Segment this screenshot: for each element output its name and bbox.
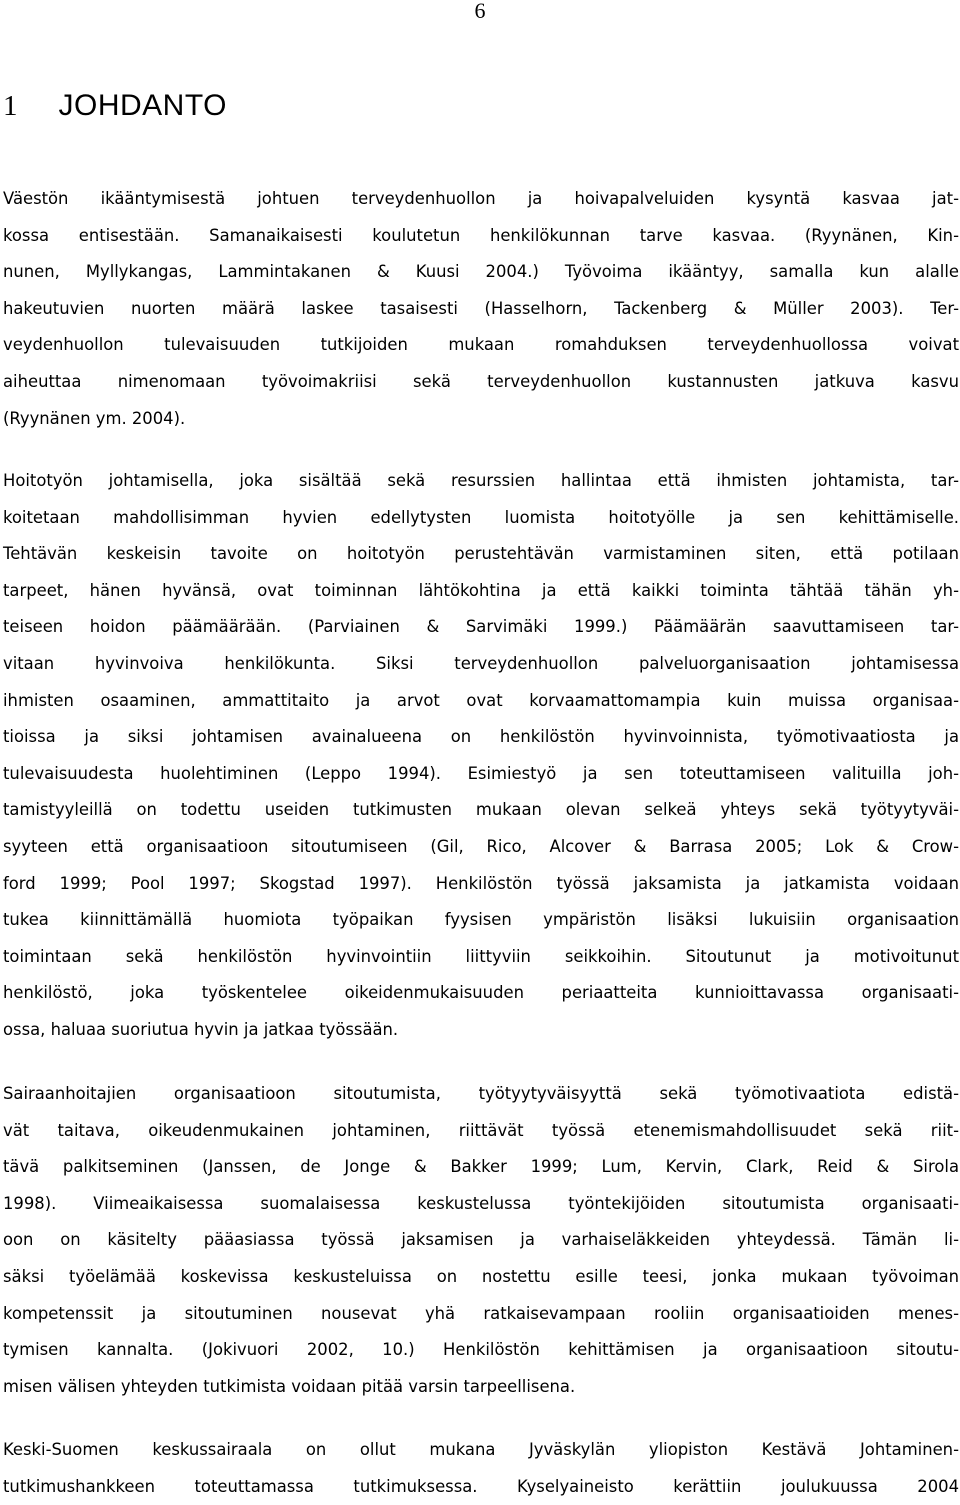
text-line: Hoitotyön johtamisella, joka sisältää sekä resurssien hallintaa että ihmisten johtamista, tar- (3, 471, 959, 490)
text-line: tutkimushankkeen toteuttamassa tutkimuksessa. Kyselyaineisto kerättiin joulukuussa 2004 (3, 1476, 959, 1496)
text-line: hakeutuvien nuorten määrä laskee tasaisesti (Hasselhorn, Tackenberg & Müller 2003). Ter- (3, 298, 959, 318)
text-line: veydenhuollon tulevaisuuden tutkijoiden mukaan romahduksen terveydenhuollossa voivat (3, 335, 959, 355)
text-line: toimintaan sekä henkilöstön hyvinvointiin liittyviin seikkoihin. Sitoutunut ja motivoitunut (3, 946, 959, 966)
text-line: ford 1999; Pool 1997; Skogstad 1997). Henkilöstön työssä jaksamista ja jatkamista voidaan (3, 873, 959, 893)
text-line: syyteen että organisaatioon sitoutumiseen (Gil, Rico, Alcover & Barrasa 2005; Lok & Crow- (3, 836, 959, 856)
text-line: tarpeet, hänen hyvänsä, ovat toiminnan lähtökohtina ja että kaikki toiminta tähtää tähän yh- (3, 580, 959, 600)
chapter-heading (3, 86, 227, 123)
text-line: kompetenssit ja sitoutuminen nousevat yhä ratkaisevampaan rooliin organisaatioiden menes- (3, 1303, 959, 1323)
text-line: tävä palkitseminen (Janssen, de Jonge & Bakker 1999; Lum, Kervin, Clark, Reid & Sirola (3, 1157, 959, 1177)
text-line: tukea kiinnittämällä huomiota työpaikan fyysisen ympäristön lisäksi lukuisiin organisaation (3, 910, 959, 930)
text-line: vitaan hyvinvoiva henkilökunta. Siksi terveydenhuollon palveluorganisaation johtamisessa (3, 653, 959, 673)
text-line: tamistyyleillä on todettu useiden tutkimusten mukaan olevan selkeä yhteys sekä työtyytyväi- (3, 800, 959, 820)
chapter-number: 1 (3, 90, 18, 122)
text-line: tulevaisuudesta huolehtiminen (Leppo 1994). Esimiestyö ja sen toteuttamiseen valituilla joh- (3, 763, 959, 783)
text-line: Sairaanhoitajien organisaatioon sitoutumista, työtyytyväisyyttä sekä työmotivaatiota edistä- (3, 1084, 959, 1103)
text-line: 1998). Viimeaikaisessa suomalaisessa keskustelussa työntekijöiden sitoutumista organisaati- (3, 1193, 959, 1213)
text-line: aiheuttaa nimenomaan työvoimakriisi sekä terveydenhuollon kustannusten jatkuva kasvu (3, 371, 959, 391)
text-line: kossa entisestään. Samanaikaisesti koulutetun henkilökunnan tarve kasvaa. (Ryynänen, Kin- (3, 225, 959, 245)
page-number: 6 (474, 0, 486, 23)
text-line: koitetaan mahdollisimman hyvien edellytysten luomista hoitotyölle ja sen kehittämiselle. (3, 507, 959, 527)
text-line: teiseen hoidon päämäärään. (Parviainen & Sarvimäki 1999.) Päämäärän saavuttamiseen tar- (3, 617, 959, 637)
text-line: henkilöstö, joka työskentelee oikeidenmukaisuuden periaatteita kunnioittavassa organisaati- (3, 983, 959, 1003)
text-line: nunen, Myllykangas, Lammintakanen & Kuusi 2004.) Työvoima ikääntyy, samalla kun alalle (3, 262, 959, 282)
text-line: säksi työelämää koskevissa keskusteluissa on nostettu esille teesi, jonka mukaan työvoiman (3, 1266, 959, 1286)
text-line: tymisen kannalta. (Jokivuori 2002, 10.) Henkilöstön kehittämisen ja organisaatioon sitoutu- (3, 1340, 959, 1360)
text-line: Tehtävän keskeisin tavoite on hoitotyön perustehtävän varmistaminen siten, että potilaan (3, 544, 959, 564)
chapter-title: JOHDANTO (58, 89, 227, 122)
paragraph-1 (0, 181, 960, 437)
text-line: ihmisten osaaminen, ammattitaito ja arvot ovat korvaamattomampia kuin muissa organisaa- (3, 690, 959, 710)
text-line: misen välisen yhteyden tutkimista voidaan pitää varsin tarpeellisena. (3, 1376, 576, 1396)
text-line: Väestön ikääntymisestä johtuen terveydenhuollon ja hoivapalveluiden kysyntä kasvaa jat- (3, 189, 959, 208)
text-line: oon on käsitelty pääasiassa työssä jaksamisen ja varhaiseläkkeiden yhteydessä. Tämän li- (3, 1230, 959, 1250)
paragraph-3 (0, 1076, 960, 1405)
text-line: ossa, haluaa suoriutua hyvin ja jatkaa työssään. (3, 1019, 399, 1039)
text-line: Keski-Suomen keskussairaala on ollut mukana Jyväskylän yliopiston Kestävä Johtaminen- (3, 1440, 959, 1459)
text-line: tioissa ja siksi johtamisen avainalueena on henkilöstön hyvinvoinnista, työmotivaatiosta ja (3, 727, 959, 747)
text-line: vät taitava, oikeudenmukainen johtaminen, riittävät työssä etenemismahdollisuudet sekä riit- (3, 1120, 959, 1140)
paragraph-4 (0, 1432, 960, 1505)
text-line: (Ryynänen ym. 2004). (3, 408, 186, 428)
paragraph-2 (0, 463, 960, 1049)
